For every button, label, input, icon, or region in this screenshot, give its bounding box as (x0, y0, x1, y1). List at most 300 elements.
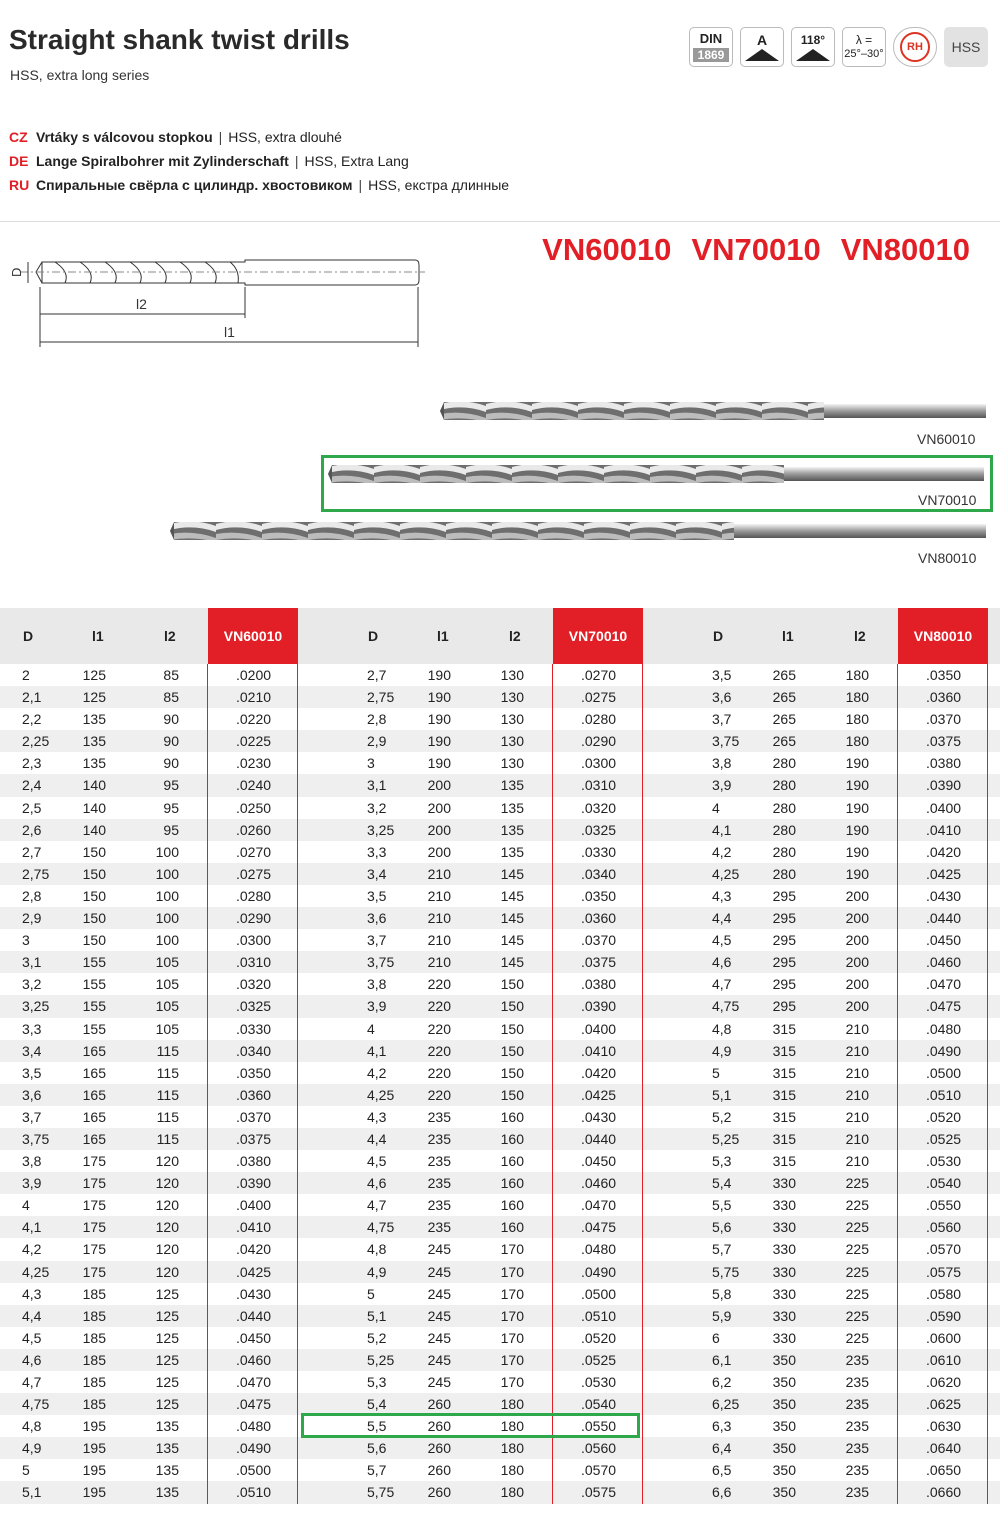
table-cell: .0375 (236, 1130, 272, 1147)
table-cell: 4 (22, 1197, 30, 1214)
column-header: l2 (509, 628, 521, 644)
table-row (690, 708, 1000, 730)
table-row (0, 1150, 345, 1172)
table-row (345, 1084, 690, 1106)
table-row (690, 1172, 1000, 1194)
table-cell: 4,5 (22, 1329, 42, 1346)
table-row (345, 1305, 690, 1327)
table-cell: 210 (427, 865, 451, 882)
table-cell: .0475 (581, 1219, 617, 1236)
type-label: A (756, 32, 768, 48)
table-cell: .0540 (581, 1396, 617, 1413)
table-cell: .0400 (926, 799, 962, 816)
table-cell: .0575 (581, 1484, 617, 1501)
table-row (690, 1327, 1000, 1349)
table-row (690, 951, 1000, 973)
table-cell: .0380 (236, 1153, 272, 1170)
table-cell: .0360 (926, 689, 962, 706)
table-cell: 280 (772, 865, 796, 882)
lang-name: Vrtáky s válcovou stopkou (36, 129, 213, 145)
table-cell: .0370 (236, 1108, 272, 1125)
table-row (690, 1238, 1000, 1260)
separator: | (294, 153, 299, 169)
table-row (0, 1084, 345, 1106)
table-cell: 4,7 (712, 976, 732, 993)
table-row (0, 1018, 345, 1040)
table-cell: 3,75 (712, 733, 740, 750)
table-cell: 4,2 (22, 1241, 42, 1258)
table-cell: .0475 (926, 998, 962, 1015)
table-cell: .0220 (236, 711, 272, 728)
table-cell: 200 (427, 777, 451, 794)
table-cell: 235 (427, 1130, 451, 1147)
table-row (690, 1150, 1000, 1172)
table-cell: 190 (845, 799, 869, 816)
table-cell: 245 (427, 1307, 451, 1324)
table-cell: 105 (155, 1020, 179, 1037)
table-cell: 200 (427, 821, 451, 838)
table-cell: 5,4 (712, 1175, 732, 1192)
table-cell: .0480 (926, 1020, 962, 1037)
table-cell: .0560 (926, 1219, 962, 1236)
table-cell: 235 (845, 1462, 869, 1479)
table-cell: 4,4 (22, 1307, 42, 1324)
table-cell: 3,7 (22, 1108, 42, 1125)
table-cell: 280 (772, 777, 796, 794)
table-cell: .0270 (581, 667, 617, 683)
table-row (690, 819, 1000, 841)
table-cell: .0450 (926, 932, 962, 949)
table-cell: 170 (500, 1263, 524, 1280)
product-code: VN80010 (840, 232, 970, 267)
table-cell: .0280 (236, 887, 272, 904)
table-cell: 4,8 (22, 1418, 42, 1435)
table-cell: .0360 (581, 910, 617, 927)
table-cell: 90 (163, 711, 179, 728)
table-cell: 3,75 (367, 954, 395, 971)
table-cell: 210 (845, 1086, 869, 1103)
table-cell: .0570 (581, 1462, 617, 1479)
table-cell: .0500 (236, 1462, 272, 1479)
table-cell: 190 (427, 689, 451, 706)
table-cell: 190 (427, 667, 451, 683)
table-cell: .0480 (236, 1418, 272, 1435)
table-cell: 5,6 (367, 1440, 387, 1457)
table-cell: 175 (82, 1219, 106, 1236)
table-row (690, 1040, 1000, 1062)
lang-desc: HSS, extra dlouhé (228, 129, 342, 145)
table-cell: 2,3 (22, 755, 42, 772)
table-row (345, 1283, 690, 1305)
table-row (0, 973, 345, 995)
table-cell: 5,6 (712, 1219, 732, 1236)
table-row (0, 1062, 345, 1084)
table-cell: 195 (82, 1418, 106, 1435)
table-cell: 2,4 (22, 777, 42, 794)
table-cell: .0350 (236, 1064, 272, 1081)
table-cell: 150 (500, 1042, 524, 1059)
table-cell: 295 (772, 910, 796, 927)
table-cell: 4,9 (22, 1440, 42, 1457)
table-cell: .0325 (236, 998, 272, 1015)
table-cell: 2 (22, 667, 30, 683)
table-cell: .0510 (236, 1484, 272, 1501)
table-cell: 330 (772, 1241, 796, 1258)
table-cell: .0440 (926, 910, 962, 927)
table-cell: 180 (845, 689, 869, 706)
table-cell: 220 (427, 976, 451, 993)
table-cell: .0490 (581, 1263, 617, 1280)
table-cell: 315 (772, 1108, 796, 1125)
din-number: 1869 (693, 48, 730, 62)
table-cell: 3 (22, 932, 30, 949)
table-cell: 190 (427, 755, 451, 772)
table-cell: 3,7 (367, 932, 387, 949)
table-cell: .0430 (236, 1285, 272, 1302)
table-cell: 200 (845, 976, 869, 993)
table-cell: 225 (845, 1307, 869, 1324)
table-cell: 120 (155, 1263, 179, 1280)
point-angle-badge (791, 27, 835, 67)
table-cell: 225 (845, 1329, 869, 1346)
table-cell: 3,3 (367, 843, 387, 860)
table-cell: .0275 (236, 865, 272, 882)
table-cell: 5,5 (712, 1197, 732, 1214)
lambda-value: 25°–30° (844, 48, 884, 60)
table-cell: 180 (845, 711, 869, 728)
table-cell: 160 (500, 1153, 524, 1170)
table-cell: 210 (845, 1064, 869, 1081)
table-cell: 3,7 (712, 711, 732, 728)
table-row (0, 1459, 345, 1481)
table-cell: 235 (427, 1219, 451, 1236)
table-cell: .0580 (926, 1285, 962, 1302)
column-header: l1 (92, 628, 104, 644)
spec-badges (689, 27, 988, 67)
column-header: D (713, 628, 724, 644)
table-row (0, 1238, 345, 1260)
table-cell: 150 (82, 843, 106, 860)
table-row (690, 1194, 1000, 1216)
table-cell: 145 (500, 887, 524, 904)
table-row (345, 1238, 690, 1260)
table-row (0, 885, 345, 907)
table-cell: 170 (500, 1351, 524, 1368)
table-cell: .0440 (236, 1307, 272, 1324)
table-cell: 245 (427, 1374, 451, 1390)
table-cell: .0370 (581, 932, 617, 949)
product-code: VN60010 (542, 232, 672, 267)
translation-de (9, 149, 509, 173)
table-cell: 190 (427, 711, 451, 728)
table-cell: 3,25 (22, 998, 50, 1015)
table-cell: 190 (845, 777, 869, 794)
table-cell: 4,75 (367, 1219, 395, 1236)
table-cell: 165 (82, 1086, 106, 1103)
table-row (0, 1283, 345, 1305)
table-cell: 3,4 (367, 865, 387, 882)
table-cell: .0375 (926, 733, 962, 750)
table-cell: .0450 (236, 1329, 272, 1346)
table-row (0, 1305, 345, 1327)
translations (9, 125, 509, 197)
table-cell: .0560 (581, 1440, 617, 1457)
table-cell: 135 (500, 821, 524, 838)
table-cell: 3,5 (712, 667, 732, 683)
table-cell: 95 (163, 799, 179, 816)
table-cell: 180 (500, 1440, 524, 1457)
table-cell: 4,7 (367, 1197, 387, 1214)
table-row (345, 929, 690, 951)
table-cell: 210 (427, 910, 451, 927)
table-row (345, 1194, 690, 1216)
table-cell: 3,2 (22, 976, 42, 993)
table-row (0, 929, 345, 951)
table-cell: 315 (772, 1042, 796, 1059)
table-cell: .0310 (236, 954, 272, 971)
table-row (345, 708, 690, 730)
table-row (345, 1216, 690, 1238)
table-body (345, 664, 690, 1504)
table-cell: 3,75 (22, 1130, 50, 1147)
table-cell: .0290 (581, 733, 617, 750)
table-cell: 6,5 (712, 1462, 732, 1479)
table-cell: 3,4 (22, 1042, 42, 1059)
table-cell: 5,4 (367, 1396, 387, 1413)
table-cell: .0440 (581, 1130, 617, 1147)
table-cell: 260 (427, 1462, 451, 1479)
table-cell: 5,7 (712, 1241, 732, 1258)
table-row (0, 1481, 345, 1503)
table-row (345, 1150, 690, 1172)
table-cell: 5,8 (712, 1285, 732, 1302)
column-header: VN70010 (553, 608, 643, 664)
table-cell: .0460 (926, 954, 962, 971)
table-cell: 4,2 (712, 843, 732, 860)
table-row (690, 1216, 1000, 1238)
table-cell: 4,5 (367, 1153, 387, 1170)
table-cell: 200 (845, 910, 869, 927)
table-cell: 85 (163, 689, 179, 706)
table-cell: 3,1 (22, 954, 42, 971)
table-cell: 195 (82, 1440, 106, 1457)
table-cell: 180 (500, 1462, 524, 1479)
table-cell: 245 (427, 1241, 451, 1258)
table-row (0, 752, 345, 774)
table-cell: 4,7 (22, 1374, 42, 1390)
table-cell: 105 (155, 998, 179, 1015)
table-cell: 3,8 (712, 755, 732, 772)
table-cell: 140 (82, 799, 106, 816)
table-row (690, 1393, 1000, 1415)
table-cell: 350 (772, 1440, 796, 1457)
table-cell: 150 (500, 976, 524, 993)
table-cell: 135 (82, 733, 106, 750)
table-cell: 115 (156, 1064, 179, 1081)
table-cell: 145 (500, 910, 524, 927)
table-cell: 90 (163, 755, 179, 772)
column-header: VN80010 (898, 608, 988, 664)
table-cell: .0390 (581, 998, 617, 1015)
lang-desc: HSS, екстра длинные (368, 177, 510, 193)
table-row (0, 1172, 345, 1194)
table-cell: 3,3 (22, 1020, 42, 1037)
table-cell: .0490 (926, 1042, 962, 1059)
table-cell: 3,5 (22, 1064, 42, 1081)
table-cell: .0450 (581, 1153, 617, 1170)
table-cell: 125 (82, 689, 106, 706)
table-row (0, 841, 345, 863)
table-row (690, 929, 1000, 951)
table-cell: .0340 (236, 1042, 272, 1059)
product-code: VN70010 (691, 232, 821, 267)
separator: | (358, 177, 363, 193)
table-cell: .0430 (581, 1108, 617, 1125)
table-cell: 4,2 (367, 1064, 387, 1081)
table-row (345, 1128, 690, 1150)
table-header (345, 608, 690, 664)
column-rule (207, 664, 208, 1504)
table-cell: 160 (500, 1175, 524, 1192)
table-cell: .0210 (236, 689, 272, 706)
table-cell: 135 (155, 1484, 179, 1501)
table-row (345, 752, 690, 774)
table-cell: 120 (155, 1153, 179, 1170)
table-cell: 3,9 (712, 777, 732, 794)
table-cell: 330 (772, 1219, 796, 1236)
table-row (345, 774, 690, 796)
table-cell: 155 (82, 1020, 106, 1037)
table-cell: 260 (427, 1396, 451, 1413)
table-cell: 125 (155, 1396, 179, 1413)
table-row (345, 951, 690, 973)
table-cell: .0390 (926, 777, 962, 794)
table-cell: 5,1 (367, 1307, 387, 1324)
table-row (690, 1305, 1000, 1327)
table-cell: .0410 (236, 1219, 272, 1236)
table-cell: 295 (772, 998, 796, 1015)
table-cell: 235 (845, 1418, 869, 1435)
table-cell: .0640 (926, 1440, 962, 1457)
table-cell: 235 (845, 1374, 869, 1390)
table-row (345, 1018, 690, 1040)
angle-icon (796, 49, 830, 61)
table-cell: .0570 (926, 1241, 962, 1258)
translation-ru (9, 173, 509, 197)
table-cell: 210 (427, 887, 451, 904)
table-cell: 135 (500, 777, 524, 794)
table-cell: 330 (772, 1329, 796, 1346)
table-row (0, 907, 345, 929)
table-row (345, 1437, 690, 1459)
table-row (0, 995, 345, 1017)
material-badge (944, 27, 988, 67)
table-cell: 175 (82, 1241, 106, 1258)
table-cell: 6,6 (712, 1484, 732, 1501)
table-cell: 2,9 (367, 733, 387, 750)
table-cell: 190 (845, 843, 869, 860)
table-row (0, 730, 345, 752)
table-cell: 195 (82, 1484, 106, 1501)
table-cell: 210 (845, 1130, 869, 1147)
table-cell: 4,25 (22, 1263, 50, 1280)
table-cell: 100 (155, 932, 179, 949)
table-cell: .0260 (236, 821, 272, 838)
table-cell: 135 (155, 1440, 179, 1457)
table-cell: 180 (845, 667, 869, 683)
table-cell: 260 (427, 1484, 451, 1501)
table-cell: 95 (163, 777, 179, 794)
table-cell: 4,75 (712, 998, 740, 1015)
table-cell: 6 (712, 1329, 720, 1346)
table-row (690, 1481, 1000, 1503)
table-cell: 260 (427, 1440, 451, 1457)
table-cell: .0380 (926, 755, 962, 772)
translation-cz (9, 125, 509, 149)
table-row (0, 1415, 345, 1437)
table-cell: .0240 (236, 777, 272, 794)
table-cell: 4,6 (367, 1175, 387, 1192)
table-cell: 165 (82, 1130, 106, 1147)
table-cell: .0630 (926, 1418, 962, 1435)
table-cell: .0425 (581, 1086, 617, 1103)
table-row (690, 907, 1000, 929)
table-row (690, 885, 1000, 907)
table-cell: 235 (845, 1440, 869, 1457)
table-row (345, 1106, 690, 1128)
table-cell: .0370 (926, 711, 962, 728)
table-cell: 170 (500, 1241, 524, 1258)
table-cell: 180 (845, 733, 869, 750)
table-cell: 150 (82, 910, 106, 927)
table-row (345, 1371, 690, 1393)
table-cell: 3,6 (367, 910, 387, 927)
column-header: l2 (854, 628, 866, 644)
table-cell: 150 (500, 1020, 524, 1037)
table-cell: .0550 (926, 1197, 962, 1214)
table-cell: 160 (500, 1108, 524, 1125)
table-cell: 125 (155, 1285, 179, 1302)
table-cell: 4 (712, 799, 720, 816)
table-cell: 4,3 (22, 1285, 42, 1302)
table-cell: 4,6 (22, 1351, 42, 1368)
table-row (690, 1283, 1000, 1305)
table-cell: 330 (772, 1263, 796, 1280)
table-row (345, 664, 690, 686)
table-cell: .0530 (581, 1374, 617, 1390)
table-cell: 190 (845, 865, 869, 882)
table-body (0, 664, 345, 1504)
table-cell: .0430 (926, 887, 962, 904)
table-cell: .0470 (926, 976, 962, 993)
table-cell: .0540 (926, 1175, 962, 1192)
table-cell: 120 (155, 1241, 179, 1258)
separator: | (218, 129, 223, 145)
table-cell: .0310 (581, 777, 617, 794)
table-cell: 225 (845, 1175, 869, 1192)
table-cell: 115 (156, 1042, 179, 1059)
table-cell: 3 (367, 755, 375, 772)
table-cell: 135 (82, 755, 106, 772)
table-cell: 225 (845, 1219, 869, 1236)
table-cell: .0340 (581, 865, 617, 882)
table-cell: 175 (82, 1153, 106, 1170)
table-cell: 4,75 (22, 1396, 50, 1413)
table-cell: .0610 (926, 1351, 962, 1368)
material-label: HSS (951, 39, 981, 55)
table-cell: 295 (772, 932, 796, 949)
table-cell: 2,8 (367, 711, 387, 728)
